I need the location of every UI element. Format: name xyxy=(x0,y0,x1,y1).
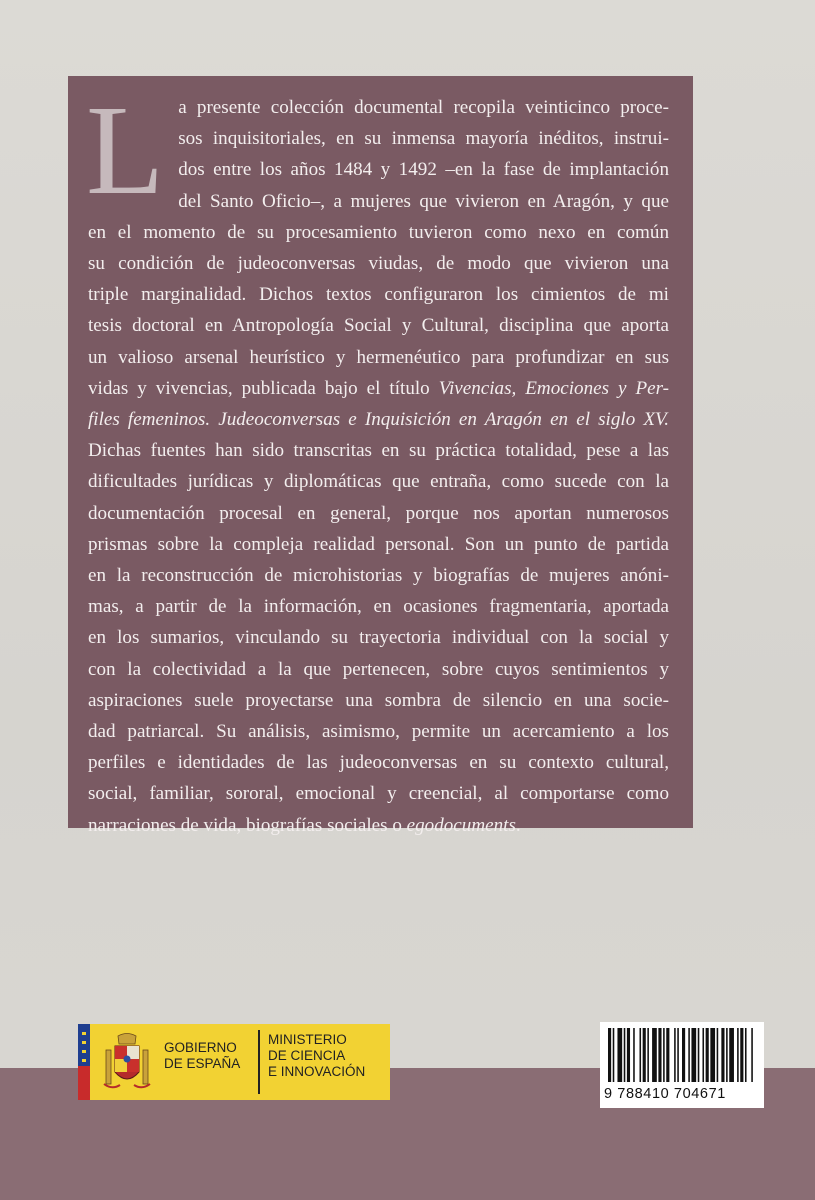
barcode-bar xyxy=(663,1028,665,1082)
barcode-bar xyxy=(652,1028,657,1082)
barcode-bar xyxy=(627,1028,630,1082)
text-line: dos entre los años 1484 y 1492 –en la fase de implantación xyxy=(178,159,669,181)
text-line: dificultades jurídicas y diplomáticas que entraña, como sucede con la xyxy=(88,471,669,493)
barcode-bar xyxy=(702,1028,704,1082)
government-label: GOBIERNO DE ESPAÑA xyxy=(164,1040,241,1071)
barcode-bar xyxy=(639,1028,641,1082)
barcode-bar xyxy=(710,1028,715,1082)
description-text xyxy=(86,79,669,841)
text-line: con la colectividad a la que pertenecen, sobre cuyos sentimientos y xyxy=(88,658,669,680)
eu-spain-flag-strip xyxy=(78,1024,90,1100)
barcode-bar xyxy=(613,1028,615,1082)
text-line-italic xyxy=(88,404,669,435)
barcode-bar xyxy=(691,1028,696,1082)
isbn-barcode xyxy=(600,1022,764,1108)
egodocuments-term: egodocuments xyxy=(406,814,516,836)
barcode-bar xyxy=(608,1028,611,1082)
text-line-last xyxy=(88,810,669,841)
barcode-bar xyxy=(633,1028,635,1082)
description-panel xyxy=(68,76,693,836)
text-line: en el momento de su procesamiento tuvieron como nexo en común xyxy=(88,221,669,243)
barcode-bar xyxy=(751,1028,753,1082)
text-line: a presente colección documental recopila veinticinco proce- xyxy=(178,97,669,118)
text-segment: vidas y vivencias, publicada bajo el título xyxy=(88,377,439,399)
drop-cap: L xyxy=(86,79,165,221)
text-line: en la reconstrucción de microhistorias y biografías de mujeres anóni- xyxy=(88,565,669,587)
barcode-bar xyxy=(740,1028,743,1082)
barcode-bar xyxy=(698,1028,700,1082)
barcode-bar xyxy=(745,1028,747,1082)
text-line: documentación procesal en general, porque nos aportan numerosos xyxy=(88,502,669,524)
barcode-bar xyxy=(666,1028,669,1082)
coat-of-arms-icon xyxy=(102,1032,152,1092)
barcode-bar xyxy=(717,1028,719,1082)
barcode-bar xyxy=(737,1028,739,1082)
barcode-bar xyxy=(729,1028,734,1082)
text-line: Dichas fuentes han sido transcritas en su práctica totalidad, pese a las xyxy=(88,440,669,462)
text-line: aspiraciones suele proyectarse una sombra de silencio en una socie- xyxy=(88,689,669,711)
barcode-bar xyxy=(726,1028,728,1082)
barcode-bar xyxy=(688,1028,690,1082)
barcode-bar xyxy=(677,1028,679,1082)
text-line: dad patriarcal. Su análisis, asimismo, permite un acercamiento a los xyxy=(88,721,669,743)
text-line: triple marginalidad. Dichos textos configuraron los cimientos de mi xyxy=(88,284,669,306)
barcode-bar xyxy=(617,1028,622,1082)
text-line: tesis doctoral en Antropología Social y Cultural, disciplina que aporta xyxy=(88,315,669,337)
barcode-bar xyxy=(624,1028,626,1082)
text-line: prismas sobre la compleja realidad personal. Son un punto de partida xyxy=(88,533,669,555)
isbn-number: 9 788410 704671 xyxy=(604,1086,726,1102)
text-line: perfiles e identidades de las judeoconversas en su contexto cultural, xyxy=(88,752,669,774)
text-line: social, familiar, sororal, emocional y creencial, al comportarse como xyxy=(88,783,669,805)
text-line-with-title xyxy=(88,373,669,404)
text-segment: narraciones de vida, biografías sociales o xyxy=(88,814,407,836)
book-title-part2: files femeninos. Judeoconversas e Inquisición en Aragón en el siglo XV. xyxy=(88,409,669,431)
barcode-bar xyxy=(674,1028,676,1082)
barcode-bar xyxy=(682,1028,685,1082)
barcode-bar xyxy=(706,1028,709,1082)
barcode-bar xyxy=(721,1028,724,1082)
text-line: un valioso arsenal heurístico y hermenéutico para profundizar en sus xyxy=(88,346,669,368)
ministry-label: MINISTERIO DE CIENCIA E INNOVACIÓN xyxy=(268,1032,366,1079)
government-logo xyxy=(78,1024,390,1100)
barcode-bar xyxy=(643,1028,646,1082)
book-title-part1: Vivencias, Emociones y Per- xyxy=(438,377,669,399)
text-segment: . xyxy=(515,814,521,836)
barcode-bar xyxy=(647,1028,649,1082)
text-line: del Santo Oficio–, a mujeres que vivieron en Aragón, y que xyxy=(178,190,669,212)
text-line: su condición de judeoconversas viudas, de modo que vivieron una xyxy=(88,253,669,275)
barcode-bars xyxy=(608,1028,756,1082)
text-line: sos inquisitoriales, en su inmensa mayoría inéditos, instrui- xyxy=(178,128,669,150)
logo-divider xyxy=(258,1030,260,1094)
barcode-bar xyxy=(658,1028,661,1082)
text-line: en los sumarios, vinculando su trayectoria individual con la social y xyxy=(88,627,669,649)
text-line: mas, a partir de la información, en ocasiones fragmentaria, aportada xyxy=(88,596,669,618)
